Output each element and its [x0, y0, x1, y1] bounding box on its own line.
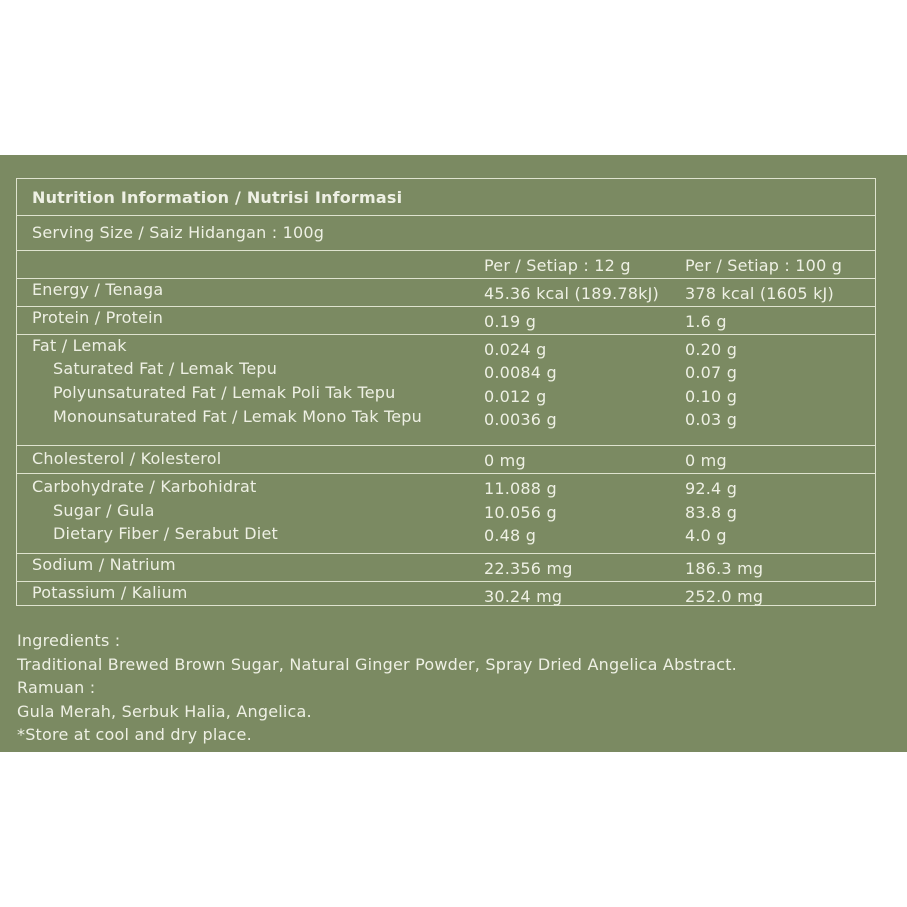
fat-label: Fat / Lemak [32, 336, 127, 355]
nutrition-panel [0, 155, 907, 752]
ramuan-heading: Ramuan : [17, 678, 96, 697]
sugar-label: Sugar / Gula [53, 501, 155, 520]
ingredients-text-ms: Gula Merah, Serbuk Halia, Angelica. [17, 701, 312, 721]
carb-12g: 11.088 g [484, 479, 557, 498]
table-row [17, 446, 875, 474]
table-title: Nutrition Information / Nutrisi Informasi [32, 188, 403, 207]
table-row [17, 474, 875, 554]
carb-label: Carbohydrate / Karbohidrat [32, 477, 257, 496]
fat-100g: 0.20 g [685, 340, 738, 359]
sat-fat-12g: 0.0084 g [484, 363, 557, 382]
serving-size: Serving Size / Saiz Hidangan : 100g [32, 223, 325, 242]
energy-12g: 45.36 kcal (189.78kJ) [484, 284, 659, 303]
sodium-100g: 186.3 mg [685, 559, 764, 578]
col-header-12g: Per / Setiap : 12 g [484, 256, 631, 275]
potassium-label: Potassium / Kalium [32, 583, 188, 602]
energy-100g: 378 kcal (1605 kJ) [685, 284, 834, 303]
mono-fat-100g: 0.03 g [685, 410, 738, 429]
sat-fat-label: Saturated Fat / Lemak Tepu [53, 359, 278, 378]
table-row [17, 554, 875, 582]
nutrition-table [16, 178, 876, 606]
potassium-12g: 30.24 mg [484, 587, 563, 606]
fiber-label: Dietary Fiber / Serabut Diet [53, 524, 278, 543]
ingredients-text-en: Traditional Brewed Brown Sugar, Natural Ginger Powder, Spray Dried Angelica Abstract. [17, 654, 737, 674]
storage-note: *Store at cool and dry place. [17, 725, 252, 744]
sugar-12g: 10.056 g [484, 503, 557, 522]
poly-fat-label: Polyunsaturated Fat / Lemak Poli Tak Tepu [53, 383, 396, 402]
fiber-12g: 0.48 g [484, 526, 537, 545]
mono-fat-12g: 0.0036 g [484, 410, 557, 429]
table-row [17, 279, 875, 307]
ingredients-heading: Ingredients : [17, 631, 121, 650]
sugar-100g: 83.8 g [685, 503, 738, 522]
protein-100g: 1.6 g [685, 312, 727, 331]
col-header-100g: Per / Setiap : 100 g [685, 256, 843, 275]
sat-fat-100g: 0.07 g [685, 363, 738, 382]
table-title-row [17, 179, 875, 216]
poly-fat-12g: 0.012 g [484, 387, 547, 406]
mono-fat-label: Monounsaturated Fat / Lemak Mono Tak Tepu [53, 407, 422, 426]
table-row [17, 582, 875, 607]
fat-12g: 0.024 g [484, 340, 547, 359]
fiber-100g: 4.0 g [685, 526, 727, 545]
potassium-100g: 252.0 mg [685, 587, 764, 606]
table-row [17, 307, 875, 335]
ingredients-block [17, 629, 737, 747]
carb-100g: 92.4 g [685, 479, 738, 498]
sodium-12g: 22.356 mg [484, 559, 573, 578]
cholesterol-100g: 0 mg [685, 451, 727, 470]
table-row [17, 335, 875, 446]
serving-size-row [17, 216, 875, 251]
cholesterol-12g: 0 mg [484, 451, 526, 470]
sodium-label: Sodium / Natrium [32, 555, 176, 574]
poly-fat-100g: 0.10 g [685, 387, 738, 406]
protein-label: Protein / Protein [32, 308, 164, 327]
header-row [17, 251, 875, 279]
energy-label: Energy / Tenaga [32, 280, 164, 299]
cholesterol-label: Cholesterol / Kolesterol [32, 449, 222, 468]
protein-12g: 0.19 g [484, 312, 537, 331]
